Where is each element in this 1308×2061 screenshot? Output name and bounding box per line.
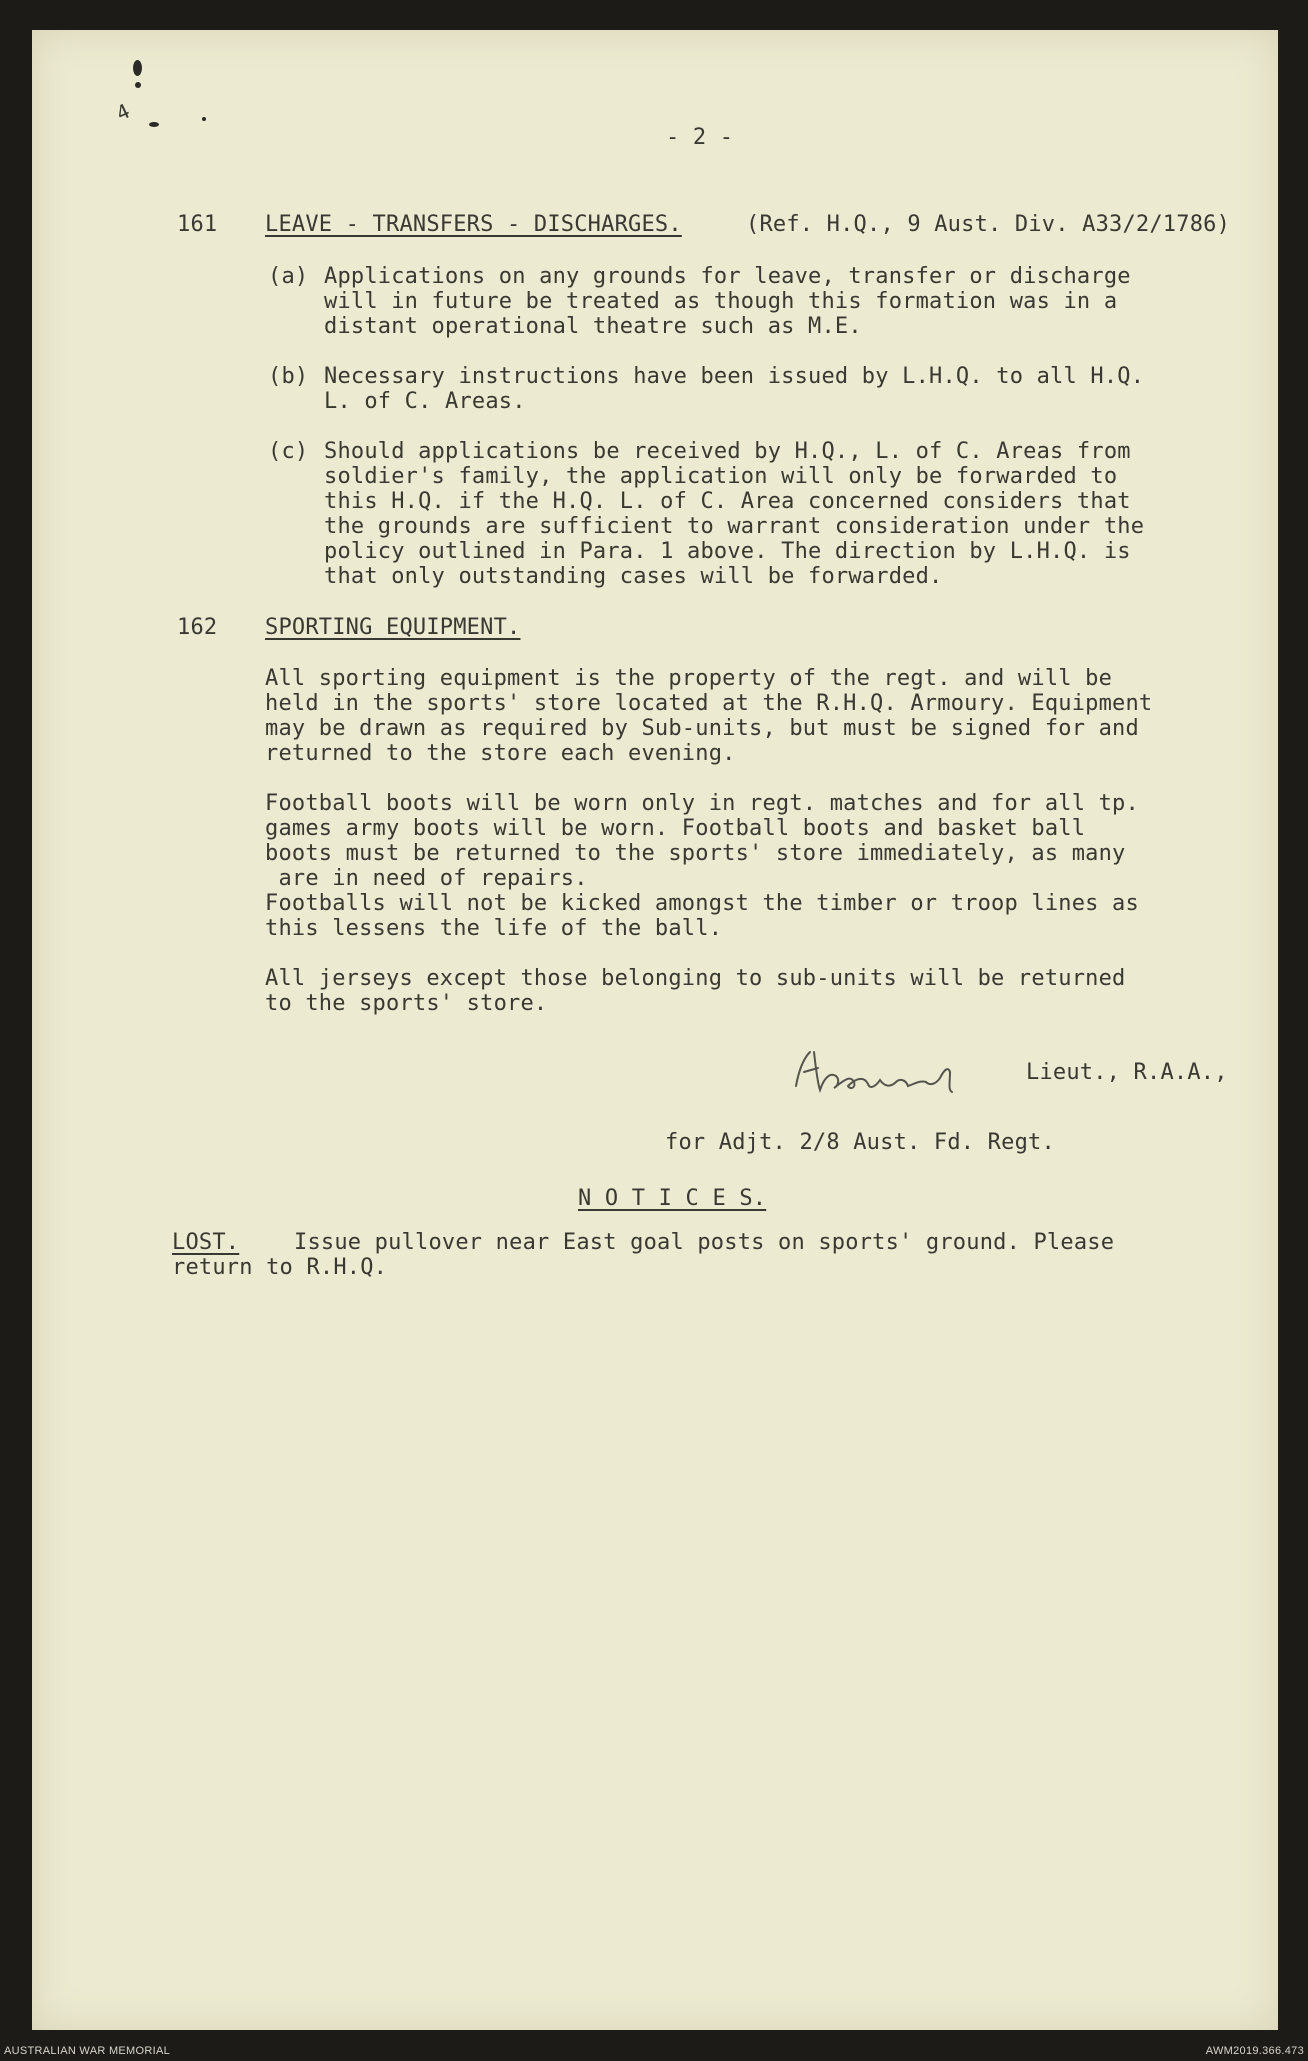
item-line: policy outlined in Para. 1 above. The direction by L.H.Q. is xyxy=(324,539,1131,564)
margin-note: 4 xyxy=(112,98,134,126)
item-line: this H.Q. if the H.Q. L. of C. Area concerned considers that xyxy=(324,489,1131,514)
ink-mark xyxy=(133,60,142,76)
item-line: soldier's family, the application will only be forwarded to xyxy=(324,464,1118,489)
item-line: L. of C. Areas. xyxy=(324,389,526,414)
paragraph-line: may be drawn as required by Sub-units, but must be signed for and xyxy=(265,716,1139,741)
item-line: Should applications be received by H.Q., L. of C. Areas from xyxy=(324,439,1131,464)
paragraph-line: returned to the store each evening. xyxy=(265,741,736,766)
paragraph-line: this lessens the life of the ball. xyxy=(265,916,723,941)
footer-right: AWM2019.366.473 xyxy=(1205,2045,1304,2057)
lost-line: return to R.H.Q. xyxy=(172,1255,388,1280)
section-heading: SPORTING EQUIPMENT. xyxy=(265,615,521,640)
ink-mark xyxy=(135,82,141,88)
footer-left: AUSTRALIAN WAR MEMORIAL xyxy=(4,2045,171,2057)
signatory-for-line: for Adjt. 2/8 Aust. Fd. Regt. xyxy=(665,1130,1055,1155)
document-page xyxy=(32,30,1278,2030)
paragraph-line: boots must be returned to the sports' store immediately, as many xyxy=(265,841,1126,866)
paragraph-line: held in the sports' store located at the R.H.Q. Armoury. Equipment xyxy=(265,691,1153,716)
paragraph-line: to the sports' store. xyxy=(265,991,548,1016)
paragraph-line: Football boots will be worn only in regt. matches and for all tp. xyxy=(265,791,1139,816)
item-line: will in future be treated as though this formation was in a xyxy=(324,289,1118,314)
notices-title: N O T I C E S. xyxy=(578,1186,767,1211)
section-number: 161 xyxy=(177,212,218,237)
ink-mark xyxy=(202,117,206,121)
item-line: distant operational theatre such as M.E. xyxy=(324,314,862,339)
handwritten-signature xyxy=(790,1042,1030,1104)
item-label: (c) xyxy=(268,439,309,464)
signatory-rank: Lieut., R.A.A., xyxy=(1026,1060,1228,1085)
lost-label: LOST. xyxy=(172,1230,240,1255)
section-number: 162 xyxy=(177,615,218,640)
paragraph-line: are in need of repairs. xyxy=(265,866,588,891)
page-number: - 2 - xyxy=(666,125,734,150)
lost-line: Issue pullover near East goal posts on sports' ground. Please xyxy=(294,1230,1115,1255)
section-heading: LEAVE - TRANSFERS - DISCHARGES. xyxy=(265,212,682,237)
paragraph-line: All sporting equipment is the property of the regt. and will be xyxy=(265,666,1113,691)
item-label: (a) xyxy=(268,264,309,289)
item-line: the grounds are sufficient to warrant consideration under the xyxy=(324,514,1145,539)
paragraph-line: games army boots will be worn. Football boots and basket ball xyxy=(265,816,1086,841)
section-reference: (Ref. H.Q., 9 Aust. Div. A33/2/1786) xyxy=(746,212,1231,237)
ink-mark xyxy=(149,122,159,127)
item-line: Necessary instructions have been issued by L.H.Q. to all H.Q. xyxy=(324,364,1145,389)
paragraph-line: All jerseys except those belonging to sub-units will be returned xyxy=(265,966,1126,991)
paragraph-line: Footballs will not be kicked amongst the timber or troop lines as xyxy=(265,891,1139,916)
item-line: that only outstanding cases will be forwarded. xyxy=(324,564,943,589)
item-line: Applications on any grounds for leave, transfer or discharge xyxy=(324,264,1131,289)
item-label: (b) xyxy=(268,364,309,389)
